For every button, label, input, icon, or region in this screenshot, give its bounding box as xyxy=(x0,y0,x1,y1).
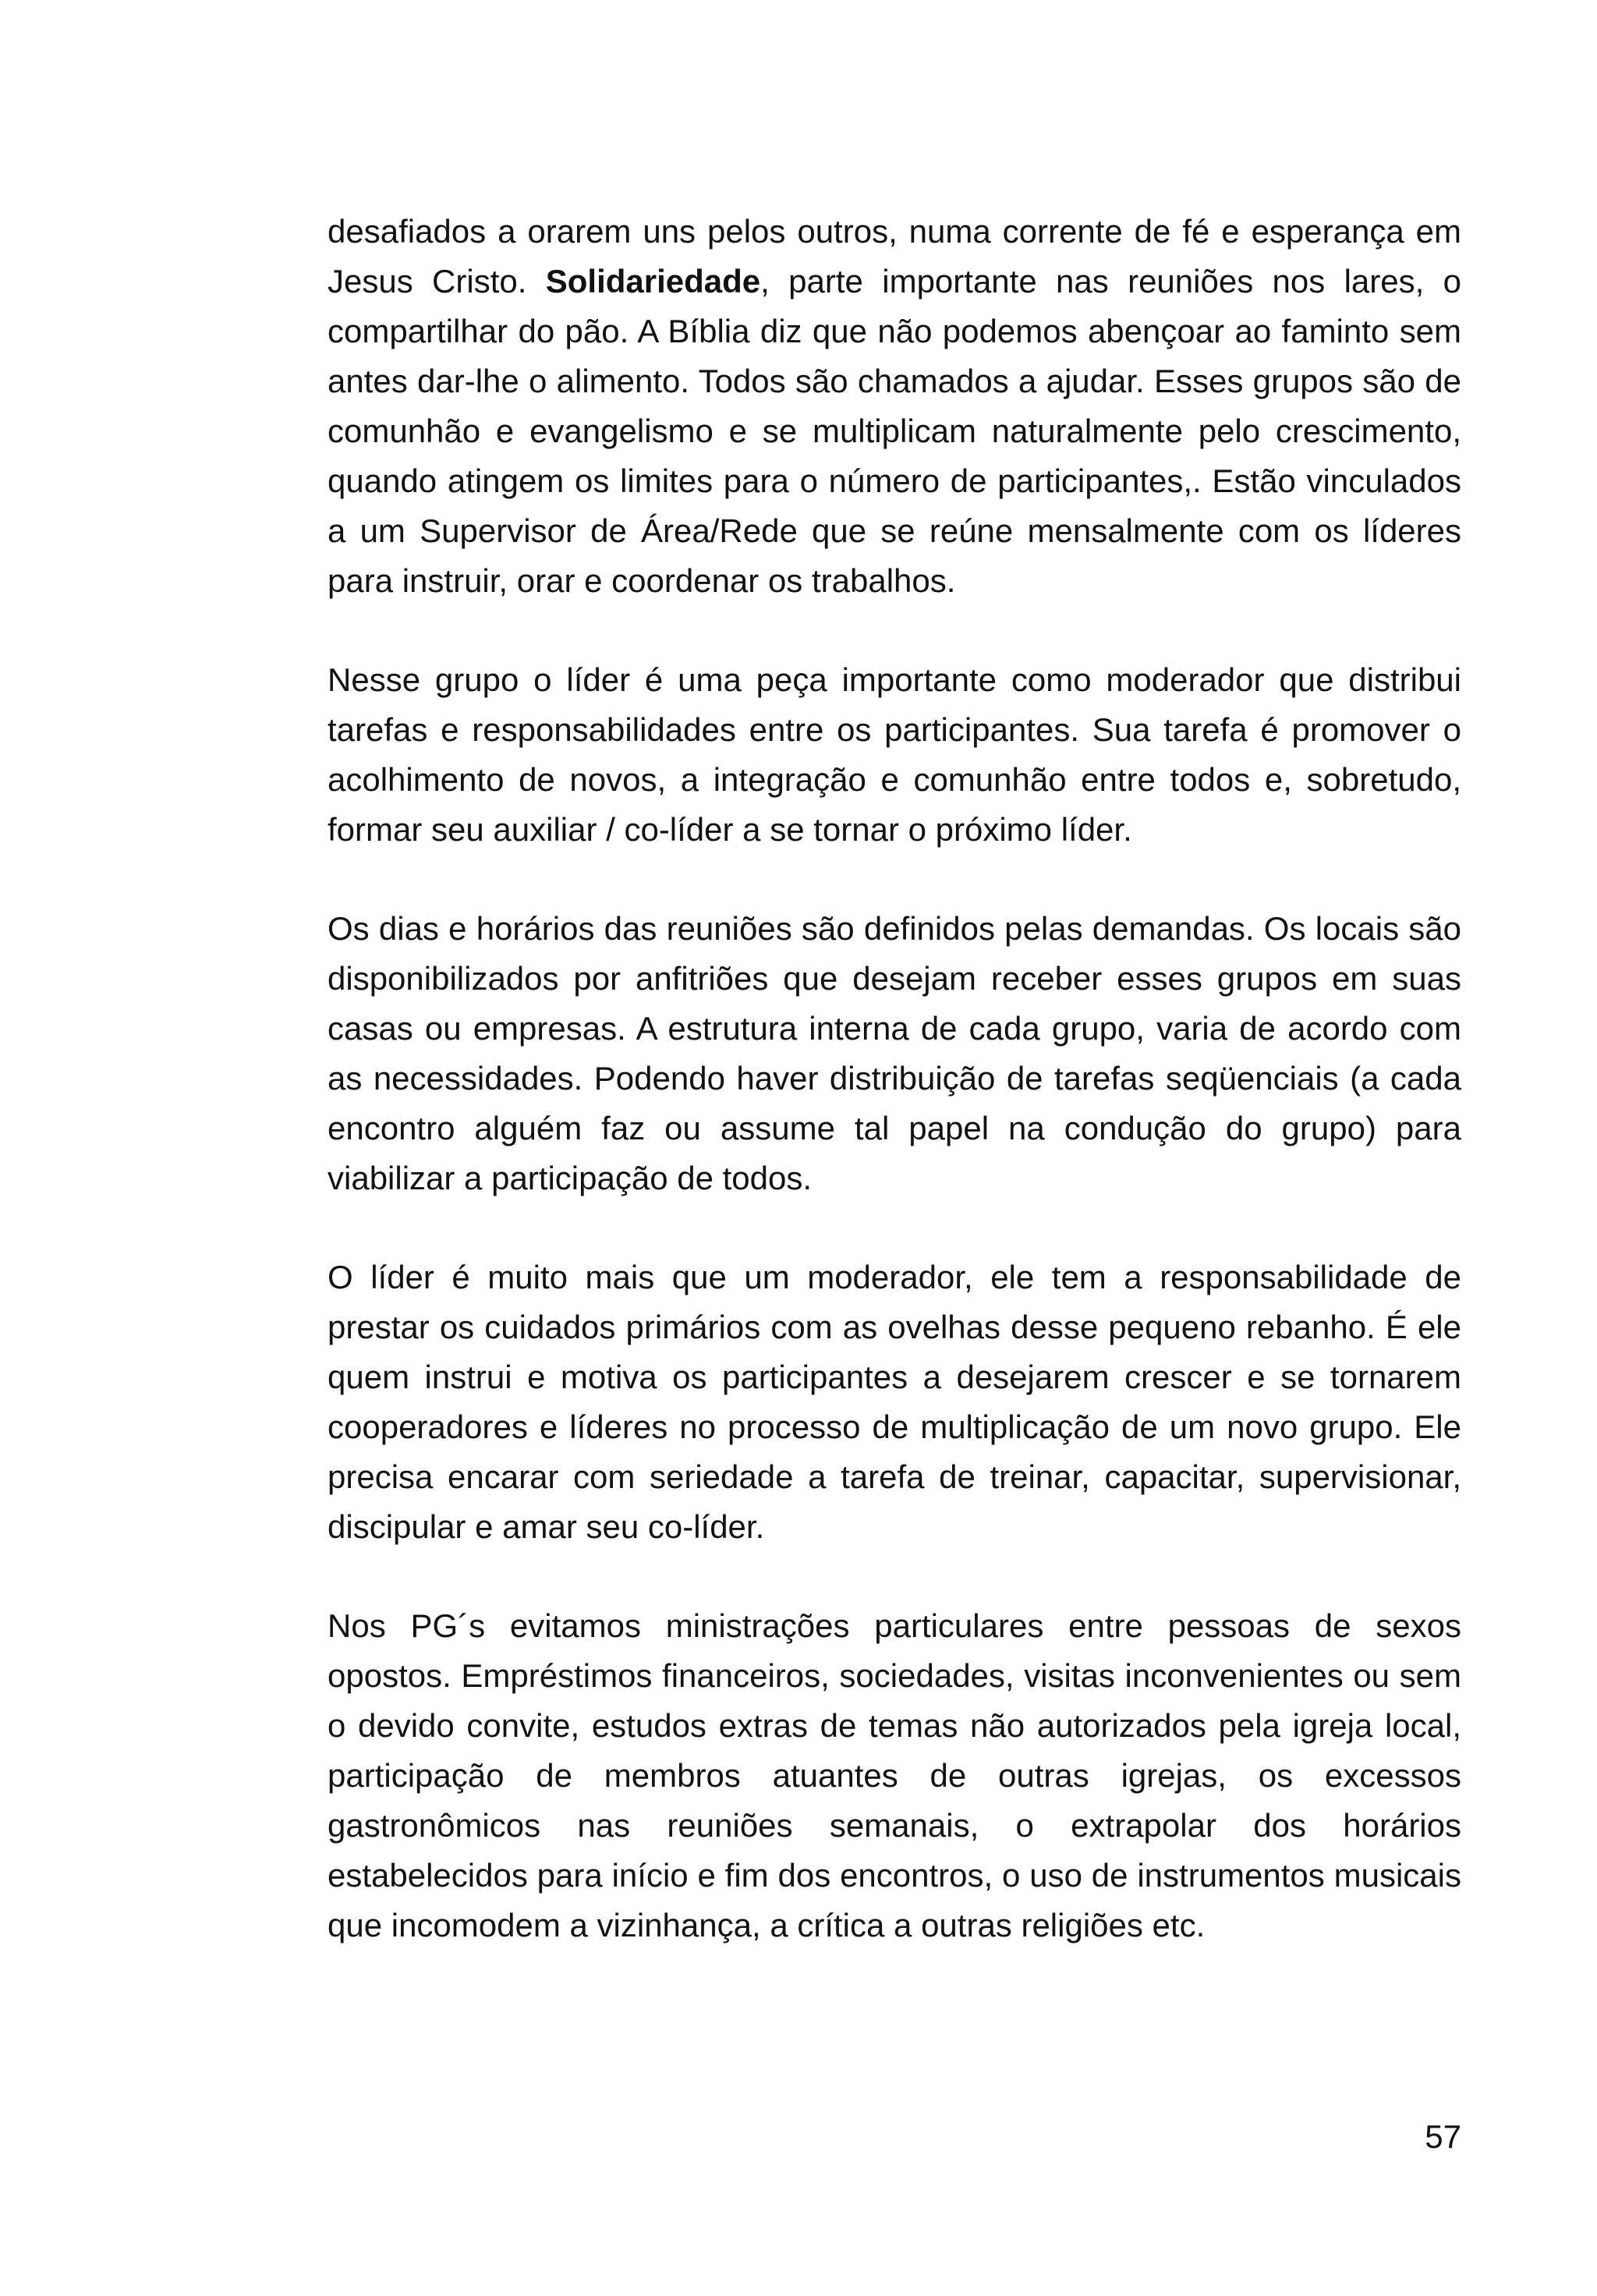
paragraph-meeting-schedule: Os dias e horários das reuniões são definidos pelas demandas. Os locais são disponibilizados por anfitriões que desejam receber esses grupos em suas casas ou empresas. A estrutura interna de cada grupo, varia de acordo com as necessidades. Podendo haver distribuição de tarefas seqüenciais (a cada encontro alguém faz ou assume tal papel na condução do grupo) para viabilizar a participação de todos. xyxy=(328,910,1461,1196)
paragraph-1-text-start: desafiados a orarem uns pelos outros, numa corrente de fé e esperança em Jesus Cristo. xyxy=(328,213,1461,299)
document-page xyxy=(328,207,1461,2000)
paragraph-1-text-end: , parte importante nas reuniões nos lares, o compartilhar do pão. A Bíblia diz que não podemos abençoar ao faminto sem antes dar-lhe o alimento. Todos são chamados a ajudar. Esses grupos são de comunhão e evangelismo e se multiplicam naturalmente pelo crescimento, quando atingem os limites para o número de participantes,. Estão vinculados a um Supervisor de Área/Rede que se reúne mensalmente com os líderes para instruir, orar e coordenar os trabalhos. xyxy=(328,263,1461,599)
paragraph-pg-restrictions: Nos PG´s evitamos ministrações particulares entre pessoas de sexos opostos. Empréstimos financeiros, sociedades, visitas inconvenientes ou sem o devido convite, estudos extras de temas não autorizados pela igreja local, participação de membros atuantes de outras igrejas, os excessos gastronômicos nas reuniões semanais, o extrapolar dos horários estabelecidos para início e fim dos encontros, o uso de instrumentos musicais que incomodem a vizinhança, a crítica a outras religiões etc. xyxy=(328,1607,1461,1943)
paragraph-leader-responsibility: O líder é muito mais que um moderador, ele tem a responsabilidade de prestar os cuidados primários com as ovelhas desse pequeno rebanho. É ele quem instrui e motiva os participantes a desejarem crescer e se tornarem cooperadores e líderes no processo de multiplicação de um novo grupo. Ele precisa encarar com seriedade a tarefa de treinar, capacitar, supervisionar, discipular e amar seu co-líder. xyxy=(328,1259,1461,1545)
solidarity-term: Solidariedade xyxy=(545,263,761,299)
paragraph-leader-role: Nesse grupo o líder é uma peça importante como moderador que distribui tarefas e responsabilidades entre os participantes. Sua tarefa é promover o acolhimento de novos, a integração e comunhão entre todos e, sobretudo, formar seu auxiliar / co-líder a se tornar o próximo líder. xyxy=(328,661,1461,848)
page-number: 57 xyxy=(1425,2118,1461,2155)
paragraph-prayer-solidarity xyxy=(328,207,1461,606)
